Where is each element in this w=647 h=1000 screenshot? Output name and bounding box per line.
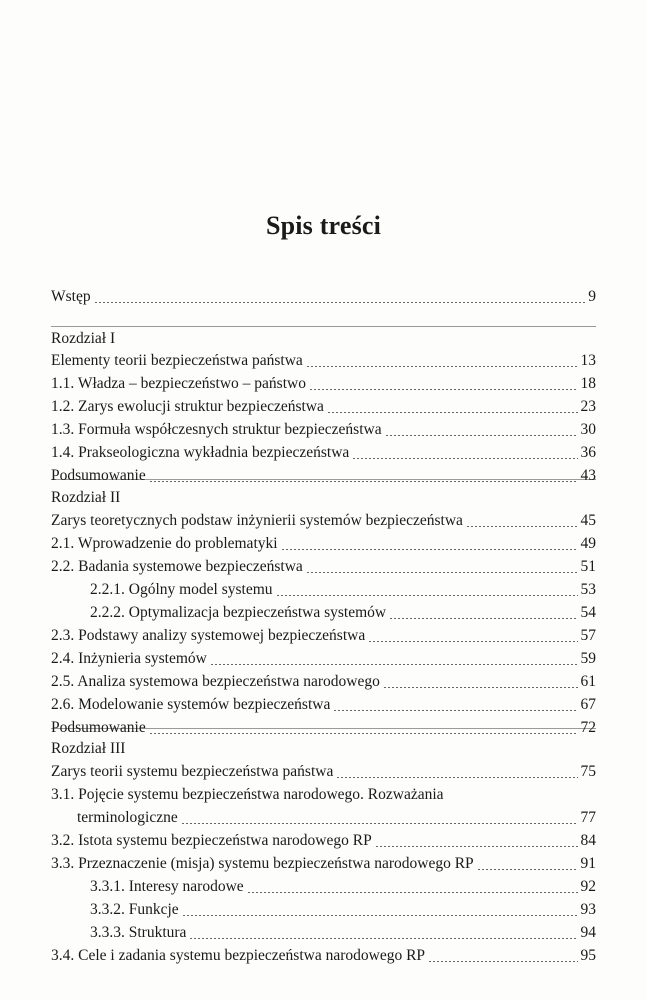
toc-entry-title: Zarys teorii systemu bezpieczeństwa państwa — [51, 763, 334, 780]
toc-entry-page: 51 — [580, 558, 596, 575]
toc-entry-title: 2.1. Wprowadzenie do problematyki — [51, 535, 278, 552]
toc-entry-page: 54 — [580, 604, 596, 621]
dot-leader — [181, 823, 578, 824]
dot-leader — [182, 915, 578, 916]
dot-leader — [281, 549, 578, 550]
toc-entry-title: 3.3.2. Funkcje — [90, 901, 179, 918]
toc-entry-title: 2.6. Modelowanie systemów bezpieczeństwa — [51, 696, 331, 713]
dot-leader — [247, 892, 578, 893]
toc-entry — [51, 530, 596, 554]
toc-entry-title: 1.1. Władza – bezpieczeństwo – państwo — [51, 375, 306, 392]
toc-entry-title: Elementy teorii bezpieczeństwa państwa — [51, 352, 303, 369]
toc-entry-page: 93 — [580, 901, 596, 918]
toc-entry — [51, 347, 596, 371]
dot-leader — [428, 961, 577, 962]
toc-entry-title: 1.2. Zarys ewolucji struktur bezpieczeństwa — [51, 398, 324, 415]
dot-leader — [466, 526, 578, 527]
toc-entry-page: 45 — [580, 512, 596, 529]
dot-leader — [306, 572, 578, 573]
toc-entry — [51, 416, 596, 440]
dot-leader — [352, 458, 577, 459]
toc-entry-title: 3.3.3. Struktura — [90, 924, 187, 941]
toc-entry-title: 3.3. Przeznaczenie (misja) systemu bezpieczeństwa narodowego RP — [51, 855, 474, 872]
toc-entry — [51, 668, 596, 692]
dot-leader — [389, 618, 577, 619]
toc-entry-title: 2.2.2. Optymalizacja bezpieczeństwa systemów — [90, 604, 387, 621]
dot-leader — [333, 710, 577, 711]
toc-entry-title: Podsumowanie — [51, 719, 146, 736]
toc-entry-title: 3.1. Pojęcie systemu bezpieczeństwa narodowego. Rozważania — [51, 786, 444, 803]
dot-leader — [149, 733, 578, 734]
dot-leader — [309, 389, 578, 390]
chapter-heading — [51, 484, 596, 508]
toc-entry-page: 30 — [580, 421, 596, 438]
toc-entry-page: 49 — [580, 535, 596, 552]
toc-entry-title: 1.4. Prakseologiczna wykładnia bezpieczeństwa — [51, 444, 350, 461]
toc-entry-page: 36 — [580, 444, 596, 461]
dot-leader — [276, 595, 578, 596]
dot-leader — [189, 938, 577, 939]
toc-entry-title: 1.3. Formuła współczesnych struktur bezpieczeństwa — [51, 421, 382, 438]
toc-entry-title: Zarys teoretycznych podstaw inżynierii systemów bezpieczeństwa — [51, 512, 463, 529]
toc-entry-page: 95 — [580, 947, 596, 964]
toc-entry-page: 23 — [580, 398, 596, 415]
toc-entry-title: 2.2.1. Ogólny model systemu — [90, 581, 273, 598]
dot-leader — [94, 302, 586, 303]
toc-entry-page: 92 — [580, 878, 596, 895]
toc-entry-page: 9 — [588, 288, 596, 305]
toc-entry-page: 61 — [580, 673, 596, 690]
toc-entry-page: 84 — [580, 832, 596, 849]
toc-entry — [90, 576, 596, 600]
dot-leader — [385, 435, 578, 436]
dot-leader — [375, 846, 578, 847]
toc-entry — [90, 896, 596, 920]
dot-leader — [149, 481, 578, 482]
toc-entry-title: terminologiczne — [77, 809, 178, 826]
toc-entry-title: Wstęp — [51, 288, 91, 305]
toc-entry-title: 3.2. Istota systemu bezpieczeństwa narodowego RP — [51, 832, 372, 849]
toc-entry-page: 43 — [580, 467, 596, 484]
dot-leader — [368, 641, 577, 642]
page-title: Spis treści — [265, 211, 382, 240]
toc-entry — [51, 622, 596, 646]
toc-entry-title: Rozdział III — [51, 740, 126, 757]
toc-entry — [90, 873, 596, 897]
toc-entry — [51, 645, 596, 669]
toc-entry-page: 59 — [580, 650, 596, 667]
toc-entry-title: Podsumowanie — [51, 467, 146, 484]
toc-entry-page: 57 — [580, 627, 596, 644]
toc-entry-page: 75 — [580, 763, 596, 780]
dot-leader — [336, 777, 577, 778]
toc-entry — [51, 462, 596, 486]
toc-entry — [51, 827, 596, 851]
toc-entry-title: 2.4. Inżynieria systemów — [51, 650, 207, 667]
toc-entry — [90, 599, 596, 623]
toc-entry-page: 13 — [580, 352, 596, 369]
dot-leader — [210, 664, 578, 665]
toc-entry — [51, 439, 596, 463]
toc-entry — [51, 507, 596, 531]
toc-entry-continuation — [77, 804, 596, 828]
chapter-heading — [51, 735, 596, 759]
toc-entry — [51, 781, 596, 805]
toc-entry — [90, 919, 596, 943]
toc-entry-title: 2.5. Analiza systemowa bezpieczeństwa narodowego — [51, 673, 380, 690]
toc-entry-title: Rozdział II — [51, 489, 121, 506]
dot-leader — [383, 687, 578, 688]
toc-entry — [51, 691, 596, 715]
dot-leader — [477, 869, 578, 870]
dot-leader — [306, 366, 578, 367]
toc-entry-title: 3.4. Cele i zadania systemu bezpieczeństwa narodowego RP — [51, 947, 426, 964]
toc-entry-page: 72 — [580, 719, 596, 736]
toc-entry-page: 94 — [580, 924, 596, 941]
toc-entry-title: 2.3. Podstawy analizy systemowej bezpieczeństwa — [51, 627, 366, 644]
dot-leader — [327, 412, 578, 413]
toc-entry — [51, 370, 596, 394]
toc-entry-title: 3.3.1. Interesy narodowe — [90, 878, 244, 895]
toc-entry — [51, 283, 596, 307]
toc-entry-page: 53 — [580, 581, 596, 598]
toc-entry-page: 67 — [580, 696, 596, 713]
toc-entry-page: 91 — [580, 855, 596, 872]
toc-entry — [51, 553, 596, 577]
toc-entry — [51, 393, 596, 417]
toc-entry-title: Rozdział I — [51, 330, 116, 347]
chapter-heading — [51, 325, 596, 349]
toc-entry-title: 2.2. Badania systemowe bezpieczeństwa — [51, 558, 303, 575]
toc-entry-page: 77 — [580, 809, 596, 826]
toc-entry — [51, 942, 596, 966]
toc-entry — [51, 758, 596, 782]
toc-entry-page: 18 — [580, 375, 596, 392]
toc-entry — [51, 850, 596, 874]
